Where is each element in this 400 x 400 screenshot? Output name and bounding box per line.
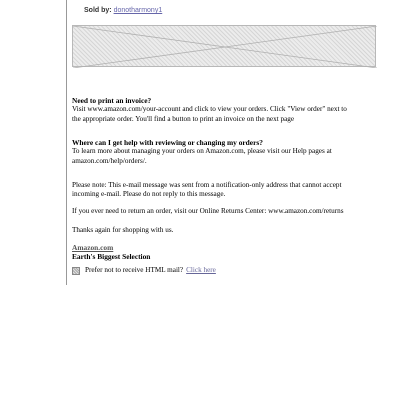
invoice-section (72, 96, 392, 124)
preference-text: Prefer not to receive HTML mail? (85, 266, 184, 274)
invoice-text-line1: Visit www.amazon.com/your-account and click to view your orders. Click "View order" next to (72, 105, 347, 114)
thanks-text: Thanks again for shopping with us. (72, 226, 174, 234)
signature (72, 243, 150, 261)
invoice-text-line2: the appropriate order. You'll find a button to print an invoice on the next page (72, 114, 295, 123)
help-text-line1: To learn more about managing your orders on Amazon.com, please visit our Help pages at (72, 147, 332, 156)
notice-text-line1: Please note: This e-mail message was sent from a notification-only address that cannot accept (72, 181, 342, 189)
mail-preference-icon (72, 267, 80, 275)
left-vertical-rule (66, 0, 67, 285)
html-mail-preference (72, 266, 216, 275)
sold-by-line (84, 7, 162, 14)
notice-section (72, 181, 392, 200)
seller-link[interactable]: donotharmony1 (113, 7, 163, 14)
returns-text: If you ever need to return an order, visit our Online Returns Center: www.amazon.com/returns (72, 207, 344, 215)
sold-by-label: Sold by: (84, 7, 112, 14)
help-section (72, 138, 392, 166)
placeholder-cross-icon (73, 26, 377, 68)
invoice-heading: Need to print an invoice? (72, 96, 152, 105)
image-placeholder (72, 25, 376, 67)
signature-tagline: Earth's Biggest Selection (72, 252, 151, 262)
click-here-link[interactable]: Click here (186, 266, 216, 274)
amazon-brand-link[interactable]: Amazon.com (72, 243, 114, 252)
notice-text-line2: incoming e-mail. Please do not reply to this message. (72, 190, 226, 199)
help-text-line2: amazon.com/help/orders/. (72, 156, 147, 165)
help-heading: Where can I get help with reviewing or changing my orders? (72, 138, 263, 147)
